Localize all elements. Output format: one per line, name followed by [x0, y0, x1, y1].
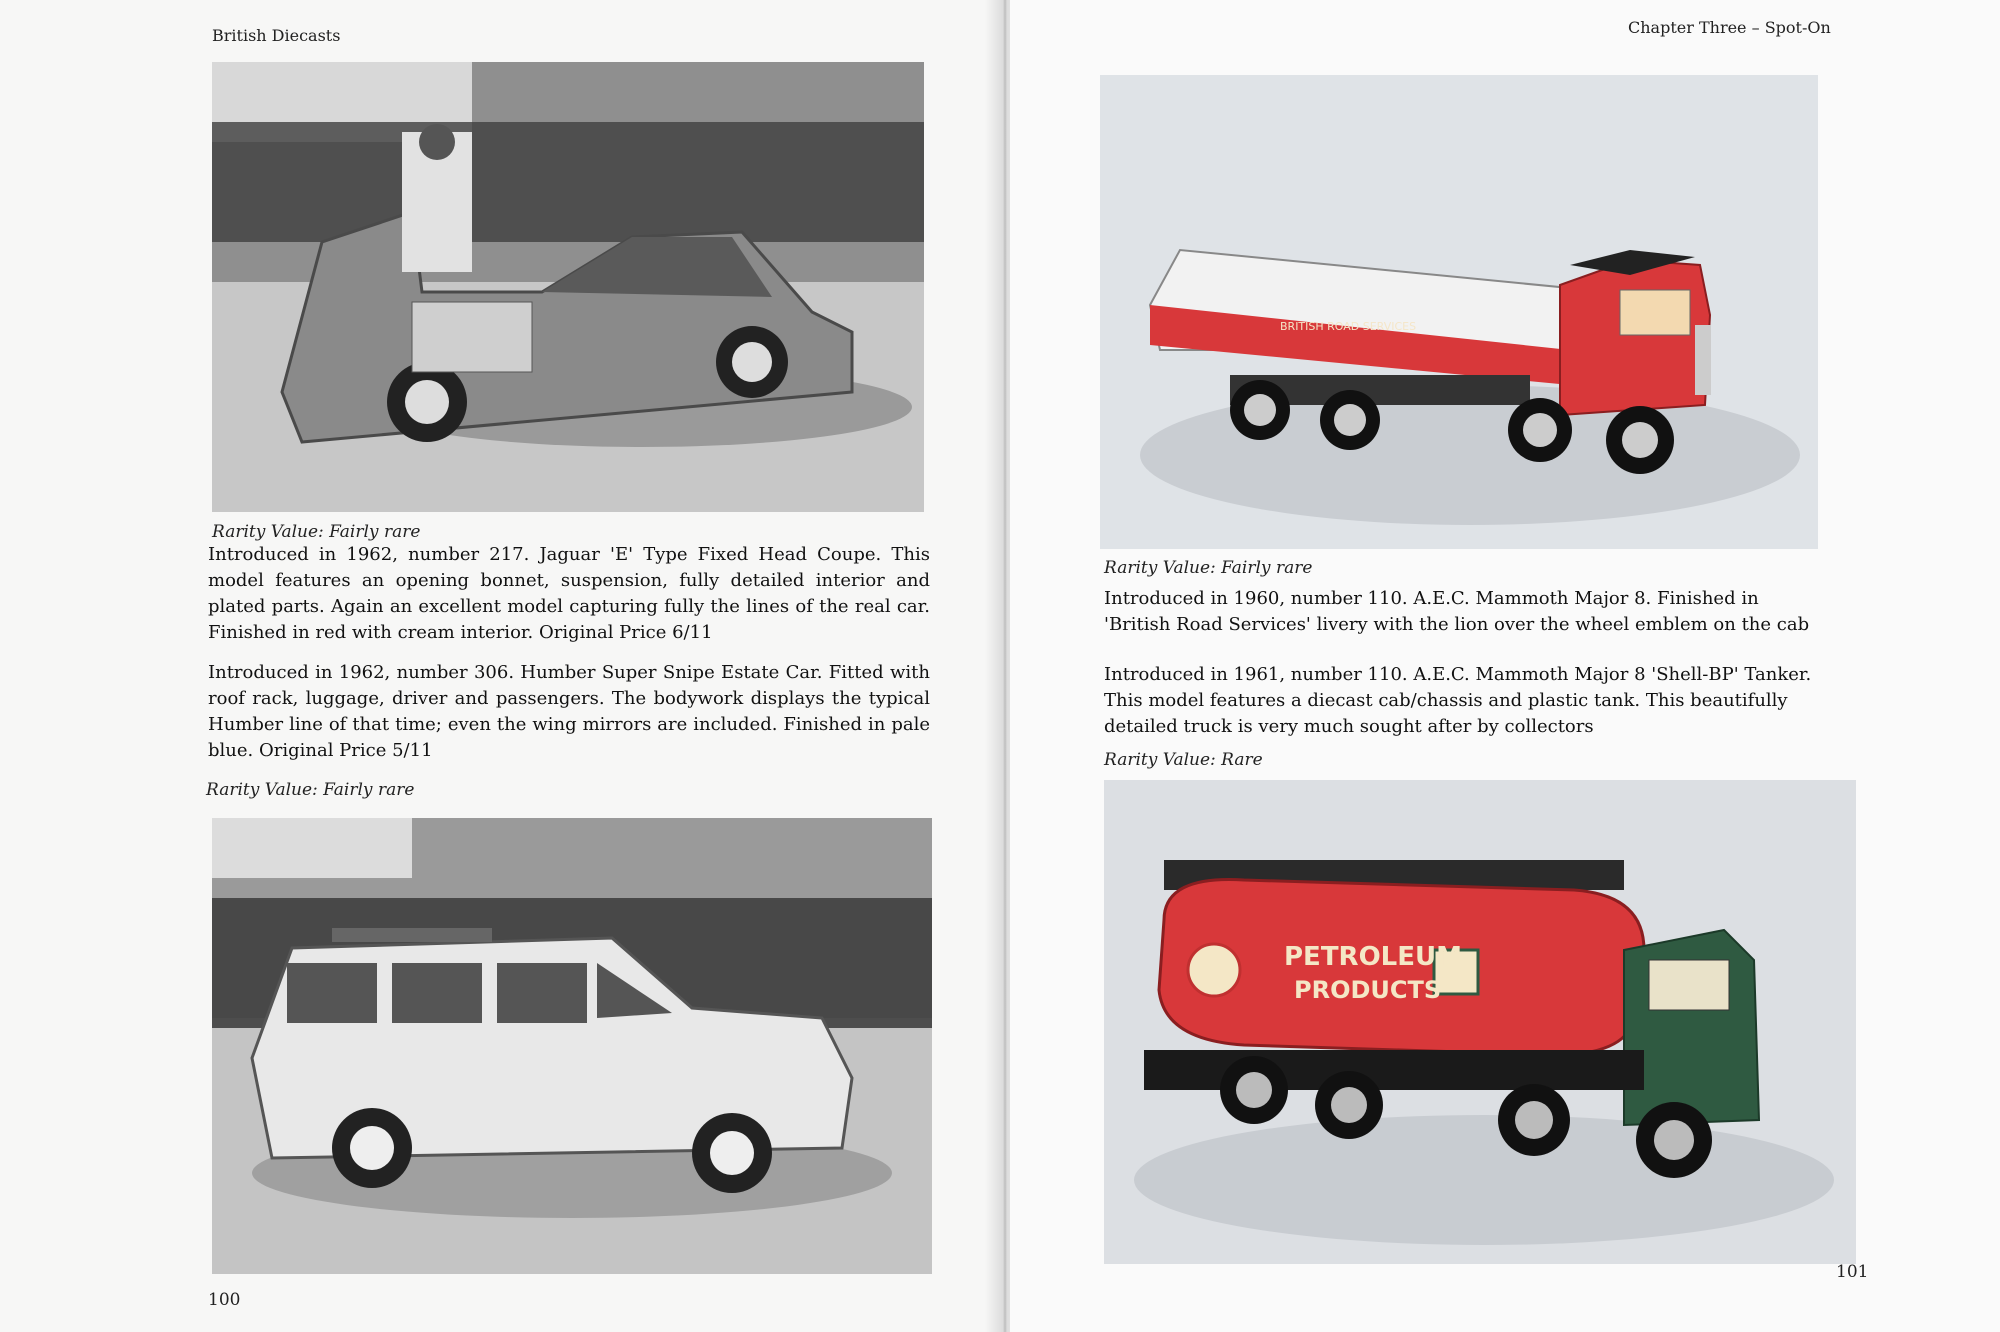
flatbed-truck-illustration — [1100, 75, 1818, 549]
page-number-right: 101 — [1836, 1262, 1869, 1282]
truck-side-lettering: BRITISH ROAD SERVICES — [1280, 320, 1417, 333]
caption-jaguar: Introduced in 1962, number 217. Jaguar 'E' Type Fixed Head Coupe. This model features an opening bonnet, suspension, fully detailed interior and plated parts. Again an excellent model capturing fully the lines of the real car. Finished in red with cream interior. Original Price 6/11 — [208, 544, 930, 643]
rarity-jaguar: Rarity Value: Fairly rare — [212, 522, 421, 542]
caption-flatbed: Introduced in 1960, number 110. A.E.C. Mammoth Major 8. Finished in 'British Road Services' livery with the lion over the wheel emblem on the cab — [1104, 588, 1810, 635]
photo-jaguar-e-type — [212, 62, 924, 512]
rarity-humber: Rarity Value: Fairly rare — [206, 780, 415, 800]
running-head-right: Chapter Three – Spot-On — [1628, 18, 1831, 37]
page-number-left: 100 — [208, 1290, 241, 1310]
running-head-left: British Diecasts — [212, 26, 341, 45]
tank-lettering-line1: PETROLEUM — [1284, 942, 1462, 972]
jaguar-illustration — [212, 62, 924, 512]
right-page — [1010, 0, 2000, 1332]
photo-aec-mammoth-major-8 — [1100, 75, 1818, 549]
rarity-tanker: Rarity Value: Rare — [1104, 750, 1263, 770]
tank-lettering-line2: PRODUCTS — [1294, 976, 1442, 1004]
caption-humber: Introduced in 1962, number 306. Humber Super Snipe Estate Car. Fitted with roof rack, luggage, driver and passengers. The bodywork displays the typical Humber line of that time; even the wing mirrors are included. Finished in pale blue. Original Price 5/11 — [208, 662, 930, 761]
rarity-flatbed: Rarity Value: Fairly rare — [1104, 558, 1313, 578]
photo-humber-estate — [212, 818, 932, 1274]
photo-aec-shell-bp-tanker — [1104, 780, 1856, 1264]
tanker-truck-illustration — [1104, 780, 1856, 1264]
humber-illustration — [212, 818, 932, 1274]
caption-tanker: Introduced in 1961, number 110. A.E.C. Mammoth Major 8 'Shell-BP' Tanker. This model features a diecast cab/chassis and plastic tank. This beautifully detailed truck is very much sought after by collectors — [1104, 664, 1812, 737]
